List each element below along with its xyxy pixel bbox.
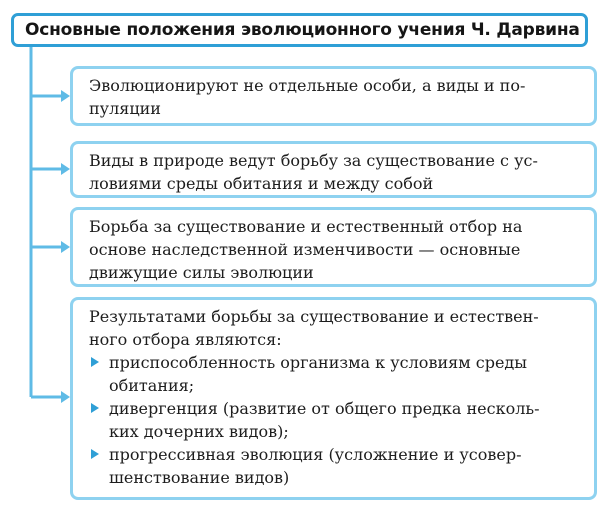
arrowhead-3: [61, 241, 70, 253]
card-3-line-1: Борьба за существование и естественный отбор на: [89, 217, 523, 236]
results-intro-line-2: ного отбора являются:: [89, 330, 282, 349]
list-item: [89, 351, 580, 397]
bullet-triangle-icon: [91, 403, 99, 413]
results-list: [89, 351, 580, 489]
principle-card-1: [70, 66, 597, 126]
principle-card-3: [70, 207, 597, 287]
list-item: [89, 397, 580, 443]
list-item-line-2: ких дочерних видов);: [109, 422, 289, 441]
card-3-line-3: движущие силы эволюции: [89, 263, 314, 282]
principle-card-2: [70, 141, 597, 198]
list-item-line-2: обитания;: [109, 376, 195, 395]
list-item-line-1: прогрессивная эволюция (усложнение и усовер-: [109, 445, 522, 464]
card-1-line-1: Эволюционируют не отдельные особи, а виды и по-: [89, 76, 526, 95]
card-2-line-2: ловиями среды обитания и между собой: [89, 174, 434, 193]
results-intro-line-1: Результатами борьбы за существование и естествен-: [89, 307, 539, 326]
bullet-triangle-icon: [91, 449, 99, 459]
results-card: [70, 297, 597, 500]
card-1-line-2: пуляции: [89, 99, 161, 118]
arrowhead-4: [61, 391, 70, 403]
card-2-line-1: Виды в природе ведут борьбу за существование с ус-: [89, 151, 538, 170]
bullet-triangle-icon: [91, 357, 99, 367]
list-item-line-1: приспособленность организма к условиям среды: [109, 353, 527, 372]
list-item-line-1: дивергенция (развитие от общего предка несколь-: [109, 399, 540, 418]
arrowhead-2: [61, 163, 70, 175]
diagram-title: Основные положения эволюционного учения Ч. Дарвина: [11, 13, 588, 47]
arrowhead-1: [61, 90, 70, 102]
card-3-line-2: основе наследственной изменчивости — основные: [89, 240, 521, 259]
list-item-line-2: шенствование видов): [109, 468, 290, 487]
list-item: [89, 443, 580, 489]
